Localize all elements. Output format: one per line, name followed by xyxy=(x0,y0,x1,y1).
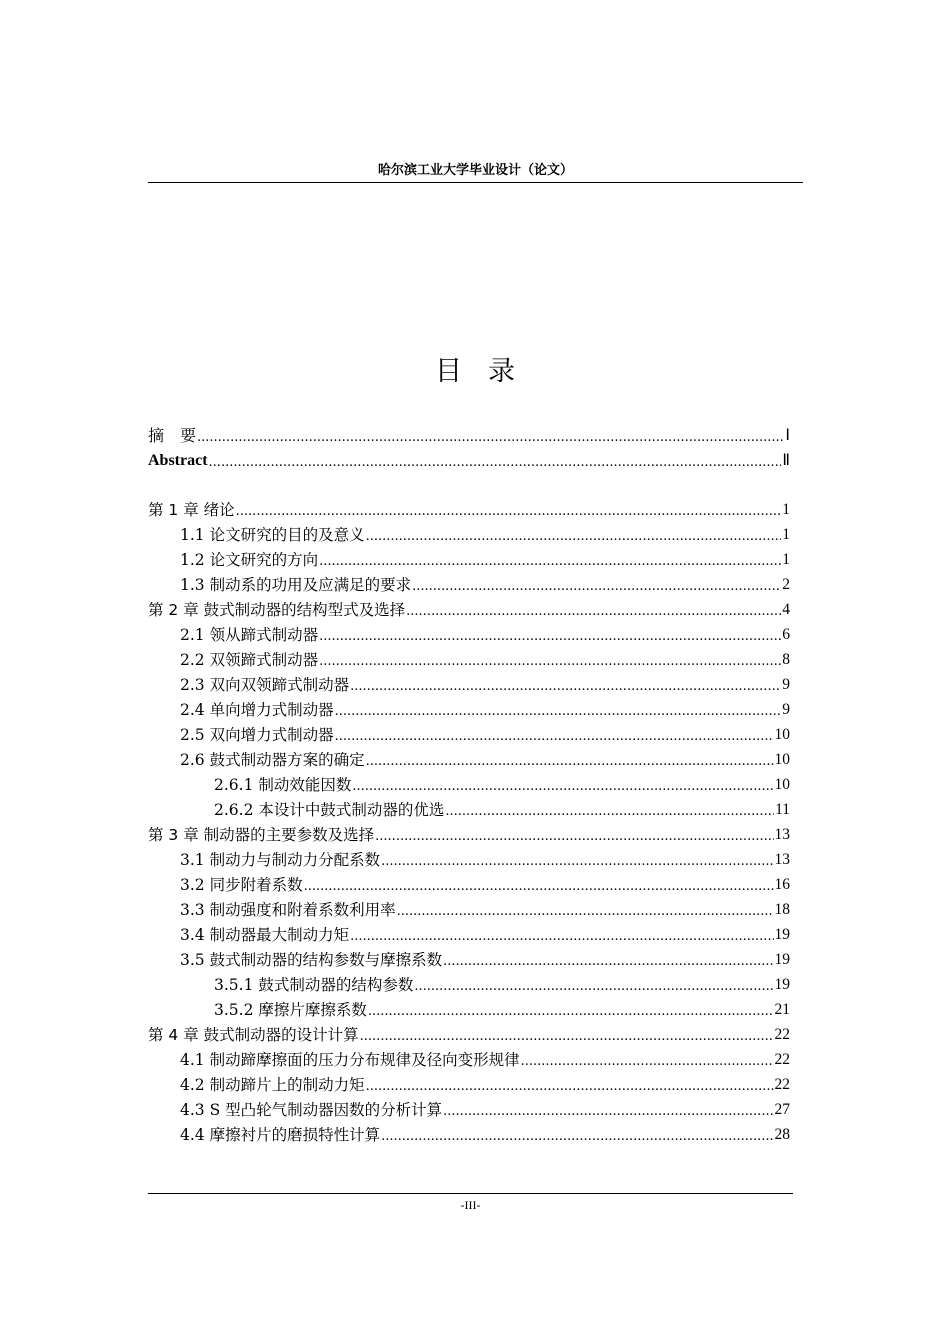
toc-label: 第 3 章 制动器的主要参数及选择 xyxy=(148,826,375,844)
toc-row[interactable] xyxy=(148,846,790,870)
toc-label: 3.5.2 摩擦片摩擦系数 xyxy=(214,1001,367,1019)
toc-leader xyxy=(445,804,774,820)
toc-row[interactable] xyxy=(148,721,790,745)
toc-page: 1 xyxy=(782,526,790,543)
toc-leader xyxy=(406,604,781,620)
toc-row[interactable] xyxy=(148,1096,790,1120)
toc-label: 2.5 双向增力式制动器 xyxy=(180,726,334,744)
page-title: 目录 xyxy=(435,356,541,387)
toc-leader xyxy=(360,1029,774,1045)
toc-leader xyxy=(368,1004,774,1020)
toc-label: 第 1 章 绪论 xyxy=(148,501,235,519)
toc-label: 4.4 摩擦衬片的磨损特性计算 xyxy=(180,1126,381,1144)
toc-label: 3.4 制动器最大制动力矩 xyxy=(180,926,350,944)
toc-leader xyxy=(412,579,781,595)
toc-label: 3.3 制动强度和附着系数利用率 xyxy=(180,901,396,919)
toc-row[interactable] xyxy=(148,921,790,945)
toc-page: 1 xyxy=(782,551,790,568)
toc-page: Ⅰ xyxy=(785,427,790,444)
toc-row[interactable] xyxy=(148,746,790,770)
toc-page: 8 xyxy=(782,651,790,668)
toc-label: 2.6.1 制动效能因数 xyxy=(214,776,352,794)
toc-leader xyxy=(366,1079,774,1095)
page-number: -III- xyxy=(460,1198,481,1212)
toc-row[interactable] xyxy=(148,1021,790,1045)
toc-page: 18 xyxy=(774,901,790,918)
toc-leader xyxy=(236,504,782,520)
toc-row[interactable] xyxy=(148,621,790,645)
toc-row[interactable] xyxy=(148,671,790,695)
toc-leader xyxy=(381,854,773,870)
toc-page: 19 xyxy=(774,976,790,993)
toc-leader xyxy=(350,679,781,695)
toc-row[interactable] xyxy=(148,571,790,595)
toc-leader xyxy=(319,654,781,670)
toc-leader xyxy=(375,829,773,845)
toc-leader xyxy=(352,779,773,795)
toc-label: 4.2 制动蹄片上的制动力矩 xyxy=(180,1076,365,1094)
toc-leader xyxy=(304,879,774,895)
toc-row[interactable] xyxy=(148,1046,790,1070)
toc-page: 9 xyxy=(782,676,790,693)
toc-row[interactable] xyxy=(148,896,790,920)
footer-rule xyxy=(148,1193,793,1194)
toc-page: 10 xyxy=(774,751,790,768)
toc-row[interactable] xyxy=(148,946,790,970)
toc-page: 22 xyxy=(774,1026,790,1043)
toc-leader xyxy=(366,529,782,545)
toc-page: 11 xyxy=(775,801,790,818)
toc-leader xyxy=(197,430,784,446)
toc-row[interactable] xyxy=(148,521,790,545)
toc-label: 2.3 双向双领蹄式制动器 xyxy=(180,676,350,694)
toc-row[interactable] xyxy=(148,821,790,845)
toc-label: 2.6 鼓式制动器方案的确定 xyxy=(180,751,365,769)
toc-page: 1 xyxy=(782,501,790,518)
toc-row[interactable] xyxy=(148,1071,790,1095)
toc-page: 22 xyxy=(774,1051,790,1068)
toc-row[interactable] xyxy=(148,796,790,820)
toc-page: 10 xyxy=(774,776,790,793)
toc-label: 第 2 章 鼓式制动器的结构型式及选择 xyxy=(148,601,406,619)
toc-page: 10 xyxy=(774,726,790,743)
toc-page: 19 xyxy=(774,926,790,943)
toc-page: 4 xyxy=(782,601,790,618)
toc-row[interactable] xyxy=(148,496,790,520)
toc-leader xyxy=(414,979,773,995)
toc-label: 2.6.2 本设计中鼓式制动器的优选 xyxy=(214,801,445,819)
toc-label: 3.5.1 鼓式制动器的结构参数 xyxy=(214,976,414,994)
toc-page: 13 xyxy=(774,826,790,843)
toc-page: 16 xyxy=(774,876,790,893)
toc-leader xyxy=(335,704,782,720)
toc-leader xyxy=(209,455,782,471)
toc-page: 21 xyxy=(774,1001,790,1018)
toc-label: 1.3 制动系的功用及应满足的要求 xyxy=(180,576,412,594)
toc-row[interactable] xyxy=(148,447,790,471)
toc-row[interactable] xyxy=(148,422,790,446)
toc-leader xyxy=(443,1104,773,1120)
toc-label: 3.5 鼓式制动器的结构参数与摩擦系数 xyxy=(180,951,443,969)
toc-leader xyxy=(335,729,774,745)
toc-leader xyxy=(366,754,774,770)
toc-page: 6 xyxy=(782,626,790,643)
toc-row[interactable] xyxy=(148,596,790,620)
toc-label: 2.4 单向增力式制动器 xyxy=(180,701,334,719)
toc-page: 13 xyxy=(774,851,790,868)
toc-label: 2.2 双领蹄式制动器 xyxy=(180,651,319,669)
toc-label: 3.2 同步附着系数 xyxy=(180,876,303,894)
toc-label: 1.1 论文研究的目的及意义 xyxy=(180,526,365,544)
toc-leader xyxy=(350,929,773,945)
toc-row[interactable] xyxy=(148,646,790,670)
toc-row[interactable] xyxy=(148,871,790,895)
toc-label: 第 4 章 鼓式制动器的设计计算 xyxy=(148,1026,359,1044)
toc-leader xyxy=(397,904,774,920)
toc-leader xyxy=(381,1129,773,1145)
toc-leader xyxy=(521,1054,774,1070)
toc-page: 2 xyxy=(782,576,790,593)
toc-leader xyxy=(443,954,773,970)
toc-row[interactable] xyxy=(148,546,790,570)
toc-label: 2.1 领从蹄式制动器 xyxy=(180,626,319,644)
toc-label: Abstract xyxy=(148,452,208,469)
header-rule xyxy=(148,182,803,183)
toc-row[interactable] xyxy=(148,971,790,995)
toc-row[interactable] xyxy=(148,1121,790,1145)
toc-leader xyxy=(319,554,781,570)
toc-label: 4.1 制动蹄摩擦面的压力分布规律及径向变形规律 xyxy=(180,1051,520,1069)
toc-page: 28 xyxy=(774,1126,790,1143)
toc-page: 27 xyxy=(774,1101,790,1118)
toc-row[interactable] xyxy=(148,696,790,720)
toc-label: 4.3 S 型凸轮气制动器因数的分析计算 xyxy=(180,1101,443,1119)
toc-row[interactable] xyxy=(148,996,790,1020)
toc-page: 9 xyxy=(782,701,790,718)
toc-row[interactable] xyxy=(148,771,790,795)
toc-label: 1.2 论文研究的方向 xyxy=(180,551,319,569)
toc-page: 19 xyxy=(774,951,790,968)
toc-label: 摘 要 xyxy=(148,426,197,445)
toc-page: Ⅱ xyxy=(782,452,790,469)
running-header: 哈尔滨工业大学毕业设计（论文） xyxy=(377,163,573,178)
toc-page: 22 xyxy=(774,1076,790,1093)
toc-label: 3.1 制动力与制动力分配系数 xyxy=(180,851,381,869)
toc-leader xyxy=(319,629,781,645)
